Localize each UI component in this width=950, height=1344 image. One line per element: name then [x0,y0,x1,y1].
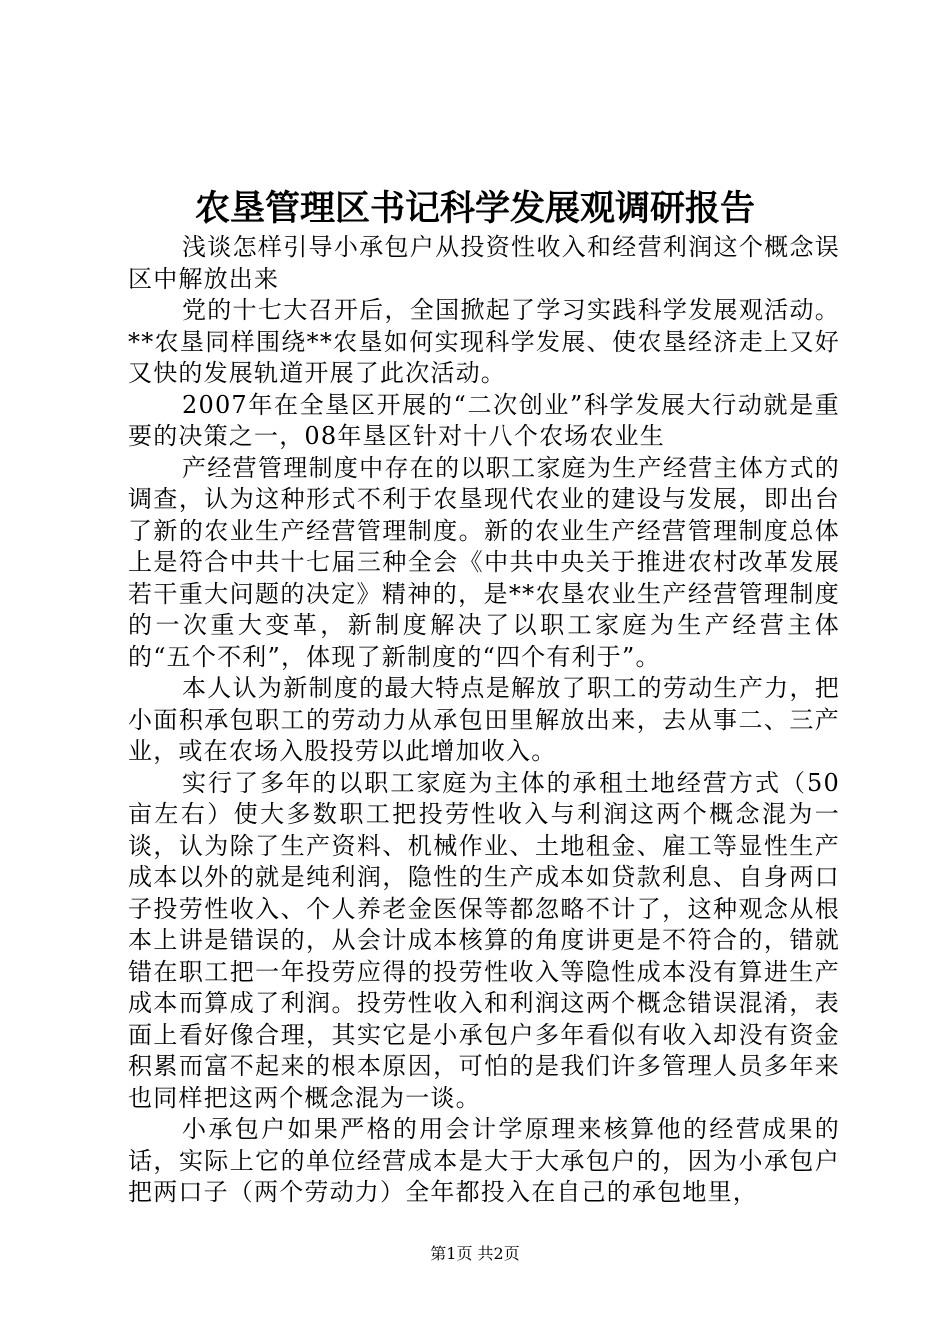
paragraph: 党的十七大召开后，全国掀起了学习实践科学发展观活动。**农垦同样围绕**农垦如何实现科学发展、使农垦经济走上又好又快的发展轨道开展了此次活动。 [128,296,840,387]
paragraph: 实行了多年的以职工家庭为主体的承租土地经营方式（50亩左右）使大多数职工把投劳性收入与利润这两个概念混为一谈，认为除了生产资料、机械作业、土地租金、雇工等显性生产成本以外的就是纯利润，隐性的生产成本如贷款利息、自身两口子投劳性收入、个人养老金医保等都忽略不计了，这种观念从根本上讲是错误的，从会计成本核算的角度讲更是不符合的，错就错在职工把一年投劳应得的投劳性收入等隐性成本没有算进生产成本而算成了利润。投劳性收入和利润这两个概念错误混淆，表面上看好像合理，其实它是小承包户多年看似有收入却没有资金积累而富不起来的根本原因，可怕的是我们许多管理人员多年来也同样把这两个概念混为一谈。 [128,768,840,1112]
page-number-footer: 第1页 共2页 [430,1244,520,1263]
paragraph: 本人认为新制度的最大特点是解放了职工的劳动生产力，把小面积承包职工的劳动力从承包田里解放出来，去从事二、三产业，或在农场入股投劳以此增加收入。 [128,674,840,765]
paragraph-subtitle: 浅谈怎样引导小承包户从投资性收入和经营利润这个概念误区中解放出来 [128,233,840,293]
document-body [128,232,840,1209]
paragraph: 2007年在全垦区开展的“二次创业”科学发展大行动就是重要的决策之一，08年垦区针对十八个农场农业生 [128,390,840,450]
document-title: 农垦管理区书记科学发展观调研报告 [194,188,755,229]
paragraph: 产经营管理制度中存在的以职工家庭为生产经营主体方式的调查，认为这种形式不利于农垦现代农业的建设与发展，即出台了新的农业生产经营管理制度。新的农业生产经营管理制度总体上是符合中共十七届三种全会《中共中央关于推进农村改革发展若干重大问题的决定》精神的，是**农垦农业生产经营管理制度的一次重大变革，新制度解决了以职工家庭为生产经营主体的“五个不利”，体现了新制度的“四个有利于”。 [128,453,840,671]
paragraph: 小承包户如果严格的用会计学原理来核算他的经营成果的话，实际上它的单位经营成本是大于大承包户的，因为小承包户把两口子（两个劳动力）全年都投入在自己的承包地里， [128,1115,840,1206]
